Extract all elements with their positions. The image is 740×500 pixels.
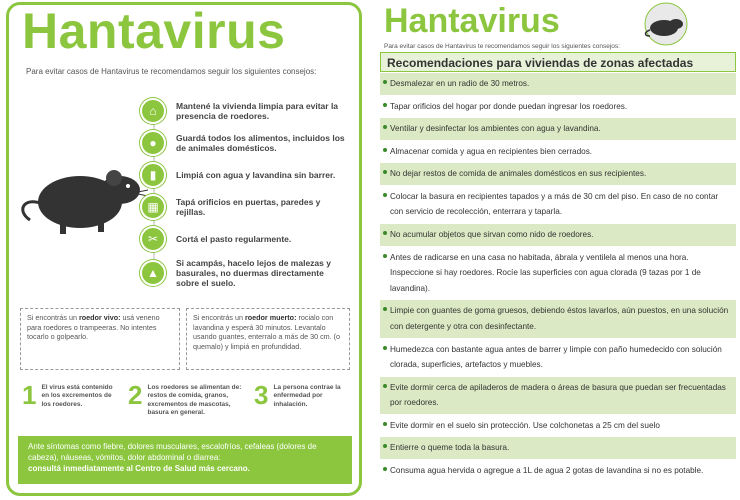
box-roedor-muerto: Si encontrás un roedor muerto: rocialo con lavandina y esperá 30 minutos. Levantalo usando guantes, enterralo a más de 30 cm. (o quemalo) y limpiá en profundidad. [186,308,350,370]
bullet-icon [383,467,387,471]
list-item: Colocar la basura en recipientes tapados y a más de 30 cm del piso. En caso de no contar con servicio de recolección, enterrara y taparla. [380,186,736,224]
tip-item [140,194,346,220]
right-poster [372,0,740,500]
list-item: Desmalezar en un radio de 30 metros. [380,73,736,96]
bullet-icon [383,254,387,258]
list-item: Entierre o queme toda la basura. [380,437,736,460]
list-item: No dejar restos de comida de animales domésticos en sus recipientes. [380,163,736,186]
tip-item [140,258,346,289]
bullet-icon [383,422,387,426]
tip-item [140,162,346,188]
recommendations-list [380,73,736,483]
rat-badge-icon [636,2,696,46]
list-item: Consuma agua hervida o agregue a 1L de agua 2 gotas de lavandina si no es potable. [380,460,736,483]
list-item: Ventilar y desinfectar los ambientes con agua y lavandina. [380,118,736,141]
bullet-icon [383,170,387,174]
list-item: Almacenar comida y agua en recipientes bien cerrados. [380,141,736,164]
spray-bottle-icon: ▮ [140,162,166,188]
bullet-icon [383,384,387,388]
left-poster [0,0,368,500]
bullet-icon [383,148,387,152]
lawnmower-icon: ✂ [140,226,166,252]
left-title: Hantavirus [22,3,286,59]
apple-icon: ● [140,130,166,156]
right-intro: Para evitar casos de Hantavirus te recomendamos seguir los siguientes consejos: [384,43,620,50]
bullet-icon [383,125,387,129]
tip-item [140,130,346,156]
right-title: Hantavirus [384,2,560,40]
bullet-icon [383,80,387,84]
bullet-icon [383,193,387,197]
recommendations-header: Recomendaciones para viviendas de zonas afectadas [380,52,736,72]
fact-item: 1 El virus está contenido en los excrementos de los roedores. [22,380,113,410]
tip-item [140,98,346,124]
tip-text: Mantené la vivienda limpia para evitar la presencia de roedores. [176,100,339,121]
tip-text: Limpiá con agua y lavandina sin barrer. [176,169,336,180]
tip-item [140,226,346,252]
box-roedor-vivo: Si encontrás un roedor vivo: usá veneno para roedores o trampeeras. No intentes tocarlo o golpearlo. [20,308,180,370]
tent-icon: ▲ [140,260,166,286]
list-item: Evite dormir en el suelo sin protección. Use colchonetas a 25 cm del suelo [380,415,736,438]
list-item: Antes de radicarse en una casa no habitada, ábrala y ventilela al menos una hora. Inspeccione si hay roedores. Rocíe las superficies con agua clorada (9 tazas por 1 de lavandina). [380,247,736,301]
tip-text: Cortá el pasto regularmente. [176,233,292,244]
list-item: Tapar orificios del hogar por donde puedan ingresar los roedores. [380,96,736,119]
bullet-icon [383,103,387,107]
house-icon: ⌂ [140,98,166,124]
tip-text: Guardá todos los alimentos, incluidos los de animales domésticos. [176,132,345,153]
rat-illustration-icon [20,150,150,240]
tip-text: Si acampás, hacelo lejos de malezas y basurales, no duermas directamente sobre el suelo. [176,258,331,289]
grid-icon: ▦ [140,194,166,220]
symptoms-banner: Ante síntomas como fiebre, dolores musculares, escalofríos, cefaleas (dolores de cabeza), náuseas, vómitos, dolor abdominal o diarrea: consultá inmediatamente al Centro de Salud más cercano. [18,436,352,484]
list-item: Limpie con guantes de goma gruesos, debiendo éstos lavarlos, aún puestos, en una solución con detergente y otra con desinfectante. [380,300,736,338]
list-item: Humedezca con bastante agua antes de barrer y limpie con paño humedecido con solución clorada, superficies, artefactos y muebles. [380,339,736,377]
list-item: No acumular objetos que sirvan como nido de roedores. [380,224,736,247]
fact-item: 3 La persona contrae la enfermedad por inhalación. [254,380,341,410]
list-item: Evite dormir cerca de apiladeros de madera o áreas de basura que puedan ser frecuentadas por roedores. [380,377,736,415]
bullet-icon [383,231,387,235]
fact-item: 2 Los roedores se alimentan de: restos de comida, granos, excrementos de mascotas, basura en general. [128,380,242,417]
bullet-icon [383,346,387,350]
bullet-icon [383,307,387,311]
left-intro: Para evitar casos de Hantavirus te recomendamos seguir los siguientes consejos: [26,67,317,76]
tip-text: Tapá orificios en puertas, paredes y rejillas. [176,196,321,217]
bullet-icon [383,444,387,448]
